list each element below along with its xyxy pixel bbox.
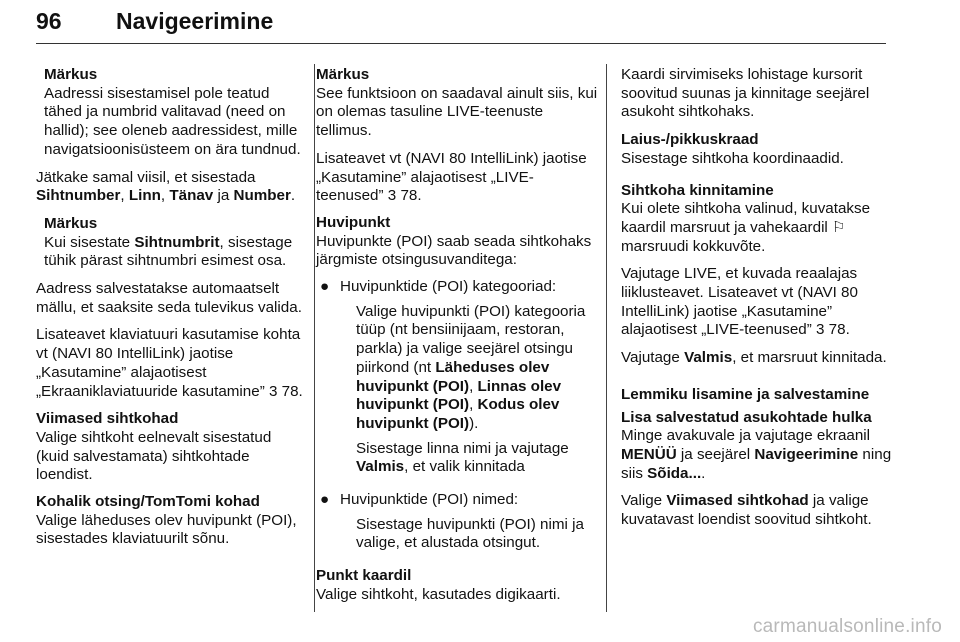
flag-icon: ⚐ (832, 218, 846, 236)
column-2 (316, 66, 598, 614)
section-viimased-sihtkohad: Viimased sihtkohad Valige sihtkoht eelnevalt sisestatud (kuid salvestamata) sihtkohtade loendist. (36, 410, 304, 485)
column-3 (621, 66, 893, 539)
subheading: Laius-/pikkuskraad (621, 131, 759, 149)
note-box: Märkus Kui sisestate Sihtnumbrit, sisestage tühik pärast sihtnumbri esimest osa. (36, 215, 304, 271)
section-huvipunkt: Huvipunkt Huvipunkte (POI) saab seada sihtkohaks järgmiste otsingusuvanditega: (316, 214, 598, 270)
section-lisa-salvestatud: Lisa salvestatud asukohtade hulka Minge avakuvale ja vajutage ekraanil MENÜÜ ja seejärel Navigeerimine ning siis Sõida.... (621, 408, 892, 482)
subheading: Punkt kaardil (316, 567, 412, 585)
paragraph: Aadress salvestatakse automaatselt mällu, et saaksite seda tulevikus valida. (36, 280, 302, 316)
paragraph: Lisateavet klaviatuuri kasutamise kohta vt (NAVI 80 IntelliLink) jaotise „Kasutamine” alajaotisest „Ekraaniklaviatuuride kasutamine” 3 78. (36, 326, 303, 400)
paragraph: Vajutage LIVE, et kuvada reaalajas liiklusteavet. Lisateavet vt (NAVI 80 IntelliLink) jaotise „Kasutamine” alajaotisest „LIVE-teenused” 3 78. (621, 265, 858, 339)
paragraph: Vajutage Valmis, et marsruut kinnitada. (621, 349, 887, 367)
watermark: carmanualsonline.info (752, 616, 942, 637)
subheading: Huvipunkt (316, 213, 391, 231)
section-heading: Lemmiku lisamine ja salvestamine (621, 385, 870, 403)
section-punkt-kaardil: Punkt kaardil Valige sihtkoht, kasutades digikaarti. (316, 567, 598, 604)
note-box (36, 66, 304, 160)
note-text: Aadressi sisestamisel pole teatud tähed ja numbrid valitavad (need on hallid); see oleneb aadressidest, mille navigatsioonisüsteem on ära tundnud. (44, 84, 301, 158)
subheading: Kohalik otsing/TomTomi kohad (36, 493, 260, 511)
subheading: Lisa salvestatud asukohtade hulka (621, 408, 872, 426)
section-kohalik-otsing: Kohalik otsing/TomTomi kohad Valige läheduses olev huvipunkt (POI), sisestades klaviatuurilt sõnu. (36, 493, 304, 549)
bullet-icon: ● (320, 278, 330, 296)
section-laius-pikkuskraad: Laius-/pikkuskraad Sisestage sihtkoha koordinaadid. (621, 131, 893, 168)
paragraph: Valige Viimased sihtkohad ja valige kuvatavast loendist soovitud sihtkoht. (621, 492, 872, 529)
list-item: ● Huvipunktide (POI) kategooriad: Valige huvipunkti (POI) kategooria tüüp (nt bensiinijaam, restoran, parkla) ja valige seejärel otsingu piirkond (nt Läheduses olev huvipunkt (POI), Linnas olev huvipunkt (POI), Kodus olev huvipunkt (POI)). Sisestage linna nimi ja vajutage Valmis, et valik kinnitada (316, 278, 598, 483)
note-box (316, 66, 598, 141)
paragraph: Kaardi sirvimiseks lohistage kursorit soovitud suunas ja kinnitage seejärel asukoht sihtkohaks. (621, 66, 870, 121)
section-title: Navigeerimine (116, 8, 274, 34)
note-text: See funktsioon on saadaval ainult siis, kui on olemas tasuline LIVE-teenuste tellimus. (316, 84, 598, 140)
column-divider-2 (606, 64, 607, 612)
column-1 (36, 66, 304, 557)
section-sihtkoha-kinnitamine: Sihtkoha kinnitamine Kui olete sihtkoha valinud, kuvatakse kaardil marsruut ja vahekaardil ⚐ marsruudi kokkuvõte. (621, 182, 893, 257)
note-title: Märkus (44, 214, 98, 232)
note-title: Märkus (44, 66, 98, 83)
column-divider-1 (314, 64, 315, 612)
subheading: Viimased sihtkohad (36, 410, 179, 428)
paragraph: Lisateavet vt (NAVI 80 IntelliLink) jaotise „Kasutamine” alajaotisest „LIVE-teenused” 3 78. (316, 149, 587, 205)
page-reference: 3 78. (816, 321, 850, 339)
list-item: ● Huvipunktide (POI) nimed: Sisestage huvipunkti (POI) nimi ja valige, et alustada otsingut. (316, 491, 598, 559)
page-reference: 3 78. (268, 382, 303, 400)
subheading: Sihtkoha kinnitamine (621, 181, 774, 199)
page-reference: 3 78. (387, 187, 422, 205)
bullet-icon: ● (320, 491, 330, 509)
note-title: Märkus (316, 66, 370, 83)
page-number: 96 (36, 8, 62, 34)
header-rule (36, 43, 886, 44)
paragraph: Jätkake samal viisil, et sisestada Sihtnumber, Linn, Tänav ja Number. (36, 168, 296, 205)
page-header (36, 0, 886, 48)
